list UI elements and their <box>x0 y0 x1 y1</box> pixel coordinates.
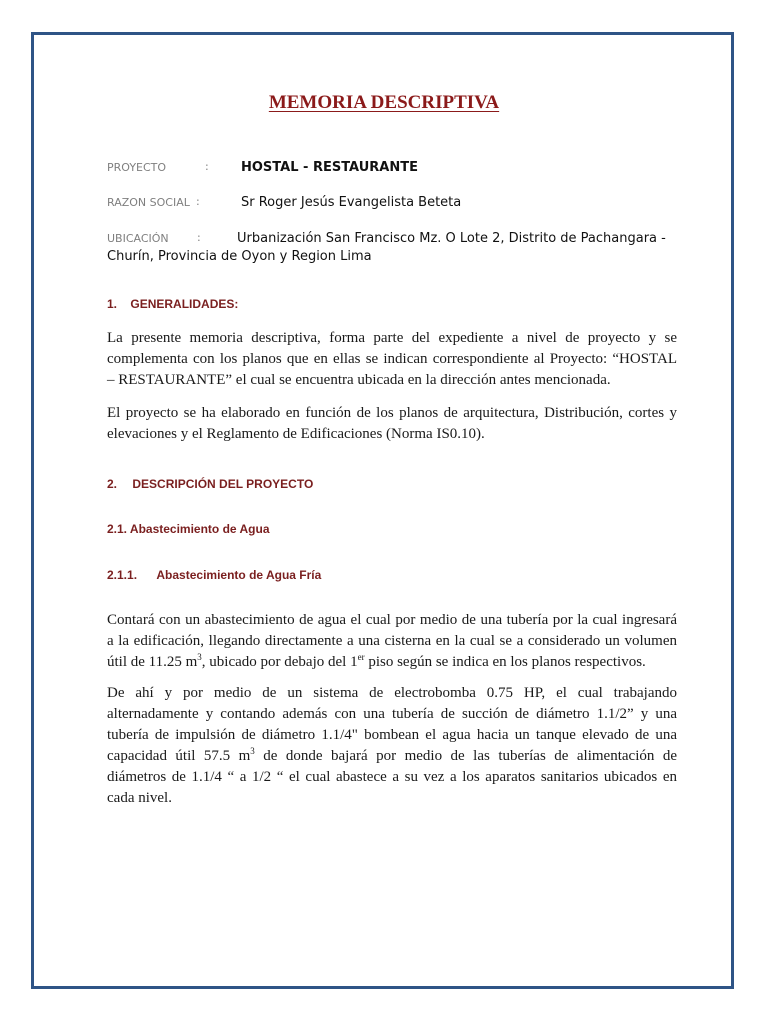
paragraph-line: – RESTAURANTE” el cual se encuentra ubicada en la dirección antes mencionada. <box>107 372 611 388</box>
project-row <box>107 160 418 175</box>
location-value-line2: Churín, Provincia de Oyon y Region Lima <box>107 249 372 264</box>
location-row-continued <box>107 249 372 264</box>
text-run: piso según se indica en los planos respectivos. <box>364 654 646 670</box>
paragraph-line: a la edificación, llegando directamente a una cisterna en la cual se a considerado un volumen <box>107 633 677 649</box>
location-value-line1: Urbanización San Francisco Mz. O Lote 2, Distrito de Pachangara - <box>237 231 666 246</box>
paragraph-line: elevaciones y el Reglamento de Edificaciones (Norma IS0.10). <box>107 426 485 442</box>
paragraph-line <box>107 746 677 767</box>
subsection-2-1-1-heading <box>107 568 321 582</box>
section-1-heading <box>107 297 238 311</box>
agua-fria-paragraph-2 <box>107 683 677 809</box>
subsection-2-1-1-title: Abastecimiento de Agua Fría <box>156 568 322 582</box>
section-1-number: 1. <box>107 297 118 311</box>
text-run: útil de 11.25 m <box>107 654 198 670</box>
section-1-title: GENERALIDADES: <box>130 297 239 311</box>
company-separator: : <box>196 195 200 208</box>
section-2-heading <box>107 477 313 491</box>
company-label: RAZON SOCIAL <box>107 196 190 209</box>
superscript: 3 <box>250 746 255 756</box>
company-row <box>107 195 462 210</box>
superscript: 3 <box>197 652 202 662</box>
section-2-title: DESCRIPCIÓN DEL PROYECTO <box>132 477 314 491</box>
superscript: er <box>357 652 365 662</box>
paragraph-line: cada nivel. <box>107 790 172 806</box>
project-value: HOSTAL - RESTAURANTE <box>241 160 418 175</box>
generalidades-paragraph-2 <box>107 403 677 445</box>
document-title: MEMORIA DESCRIPTIVA <box>268 92 500 113</box>
text-run: capacidad útil 57.5 m <box>107 748 251 764</box>
paragraph-line: complementa con los planos que en ellas se indican correspondiente al Proyecto: “HOSTAL <box>107 351 677 367</box>
project-label: PROYECTO <box>107 161 167 174</box>
paragraph-line <box>107 652 677 673</box>
location-row <box>107 231 677 246</box>
paragraph-line: La presente memoria descriptiva, forma parte del expediente a nivel de proyecto y se <box>107 330 677 346</box>
paragraph-line: tubería de impulsión de diámetro 1.1/4" bombean el agua hacia un tanque elevado de una <box>107 727 677 743</box>
company-value: Sr Roger Jesús Evangelista Beteta <box>241 195 462 210</box>
agua-fria-paragraph-1 <box>107 610 677 673</box>
project-separator: : <box>205 160 209 173</box>
paragraph-line: diámetros de 1.1/4 “ a 1/2 “ el cual abastece a su vez a los aparatos sanitarios ubicados en <box>107 769 677 785</box>
paragraph-line: alternadamente y contando además con una tubería de succión de diámetro 1.1/2” y una <box>107 706 677 722</box>
text-run: , ubicado por debajo del 1 <box>201 654 358 670</box>
text-run: de donde bajará por medio de las tuberías de alimentación de <box>254 748 677 764</box>
subsection-2-1-1-number: 2.1.1. <box>107 568 138 582</box>
paragraph-line: El proyecto se ha elaborado en función de los planos de arquitectura, Distribución, cortes y <box>107 405 677 421</box>
section-2-number: 2. <box>107 477 118 491</box>
paragraph-line: Contará con un abastecimiento de agua el cual por medio de una tubería por la cual ingresará <box>107 612 677 628</box>
generalidades-paragraph-1 <box>107 328 677 391</box>
location-label: UBICACIÓN <box>107 232 169 245</box>
page-border <box>31 32 734 989</box>
paragraph-line: De ahí y por medio de un sistema de electrobomba 0.75 HP, el cual trabajando <box>107 685 677 701</box>
location-separator: : <box>197 231 201 244</box>
subsection-2-1-heading: 2.1. Abastecimiento de Agua <box>107 522 270 536</box>
